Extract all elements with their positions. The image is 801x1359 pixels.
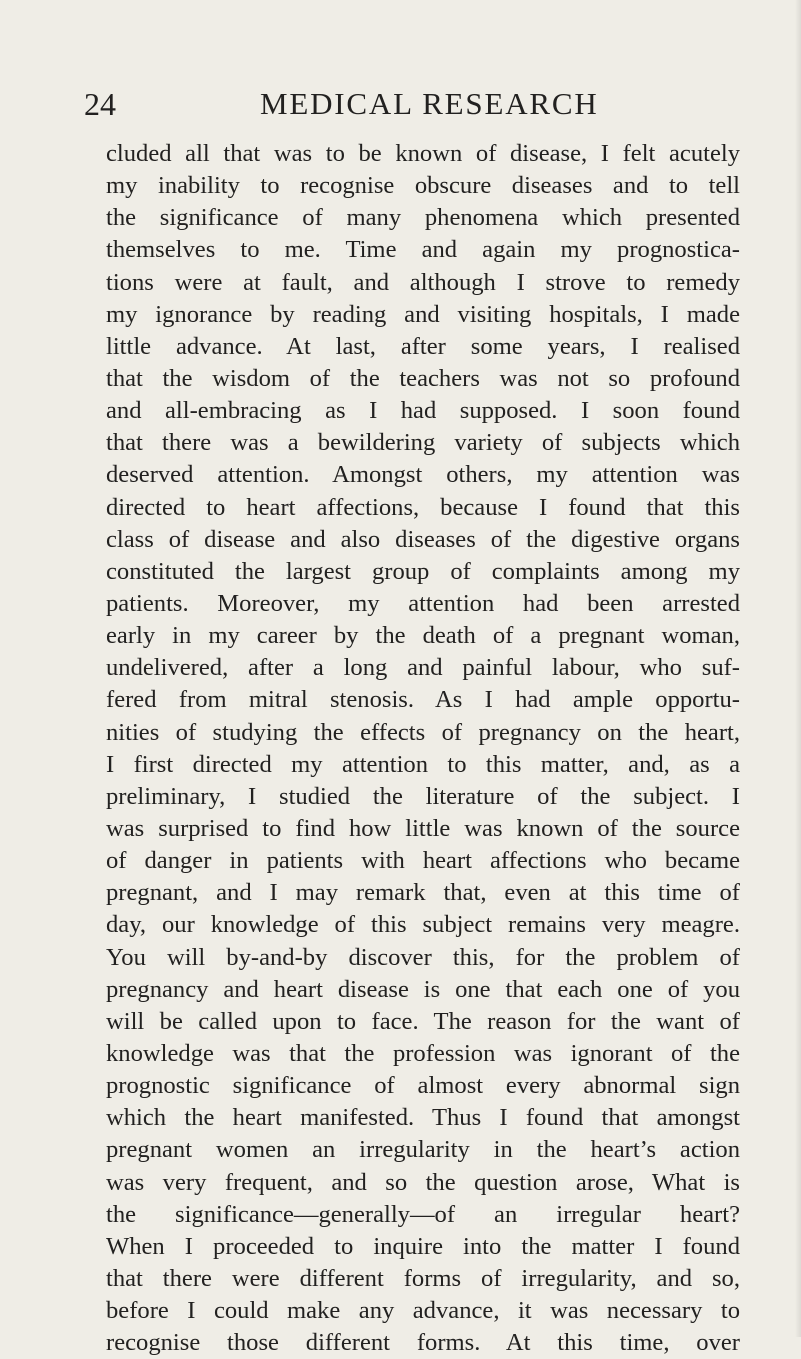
- text-line: my inability to recognise obscure diseases and to tell: [106, 172, 740, 200]
- text-line: and all-embracing as I had supposed. I soon found: [106, 397, 740, 425]
- page-number: 24: [84, 86, 116, 122]
- text-line: little advance. At last, after some years, I realised: [106, 332, 740, 360]
- body-text: [106, 138, 740, 1359]
- text-line: deserved attention. Amongst others, my attention was: [106, 461, 740, 489]
- text-line: You will by-and-by discover this, for the problem of: [106, 943, 740, 971]
- text-line: was very frequent, and so the question arose, What is: [106, 1168, 740, 1196]
- text-line: directed to heart affections, because I found that this: [106, 493, 740, 521]
- page-edge-shadow: [795, 0, 801, 1337]
- text-line: pregnant women an irregularity in the heart’s action: [106, 1136, 740, 1164]
- text-line: knowledge was that the profession was ignorant of the: [106, 1039, 740, 1067]
- text-line: that there was a bewildering variety of subjects which: [106, 429, 740, 457]
- text-line: pregnant, and I may remark that, even at this time of: [106, 879, 740, 907]
- text-line: undelivered, after a long and painful labour, who suf-: [106, 654, 740, 682]
- text-line: the significance of many phenomena which presented: [106, 204, 740, 232]
- text-line: prognostic significance of almost every abnormal sign: [106, 1072, 740, 1100]
- text-line: day, our knowledge of this subject remains very meagre.: [106, 911, 740, 939]
- text-line: recognise those different forms. At this time, over: [106, 1329, 740, 1357]
- running-head: MEDICAL RESEARCH: [260, 86, 599, 121]
- text-line: which the heart manifested. Thus I found that amongst: [106, 1104, 740, 1132]
- text-line: pregnancy and heart disease is one that each one of you: [106, 975, 740, 1003]
- text-line: will be called upon to face. The reason for the want of: [106, 1007, 740, 1035]
- text-line: before I could make any advance, it was necessary to: [106, 1297, 740, 1325]
- text-line: constituted the largest group of complaints among my: [106, 557, 740, 585]
- text-line: of danger in patients with heart affections who became: [106, 847, 740, 875]
- text-line: tions were at fault, and although I strove to remedy: [106, 268, 740, 296]
- text-line: preliminary, I studied the literature of the subject. I: [106, 782, 740, 810]
- text-line: the significance—generally—of an irregular heart?: [106, 1200, 740, 1228]
- text-line: was surprised to find how little was known of the source: [106, 814, 740, 842]
- text-line: patients. Moreover, my attention had been arrested: [106, 589, 740, 617]
- text-line: my ignorance by reading and visiting hospitals, I made: [106, 300, 740, 328]
- text-line: When I proceeded to inquire into the matter I found: [106, 1232, 740, 1260]
- text-line: nities of studying the effects of pregnancy on the heart,: [106, 718, 740, 746]
- text-line: I first directed my attention to this matter, and, as a: [106, 750, 740, 778]
- text-line: early in my career by the death of a pregnant woman,: [106, 622, 740, 650]
- text-line: class of disease and also diseases of the digestive organs: [106, 525, 740, 553]
- text-line: cluded all that was to be known of disease, I felt acutely: [106, 140, 740, 167]
- text-line: that there were different forms of irregularity, and so,: [106, 1264, 740, 1292]
- text-line: that the wisdom of the teachers was not so profound: [106, 364, 740, 392]
- text-line: themselves to me. Time and again my prognostica-: [106, 236, 740, 264]
- text-line: fered from mitral stenosis. As I had ample opportu-: [106, 686, 740, 714]
